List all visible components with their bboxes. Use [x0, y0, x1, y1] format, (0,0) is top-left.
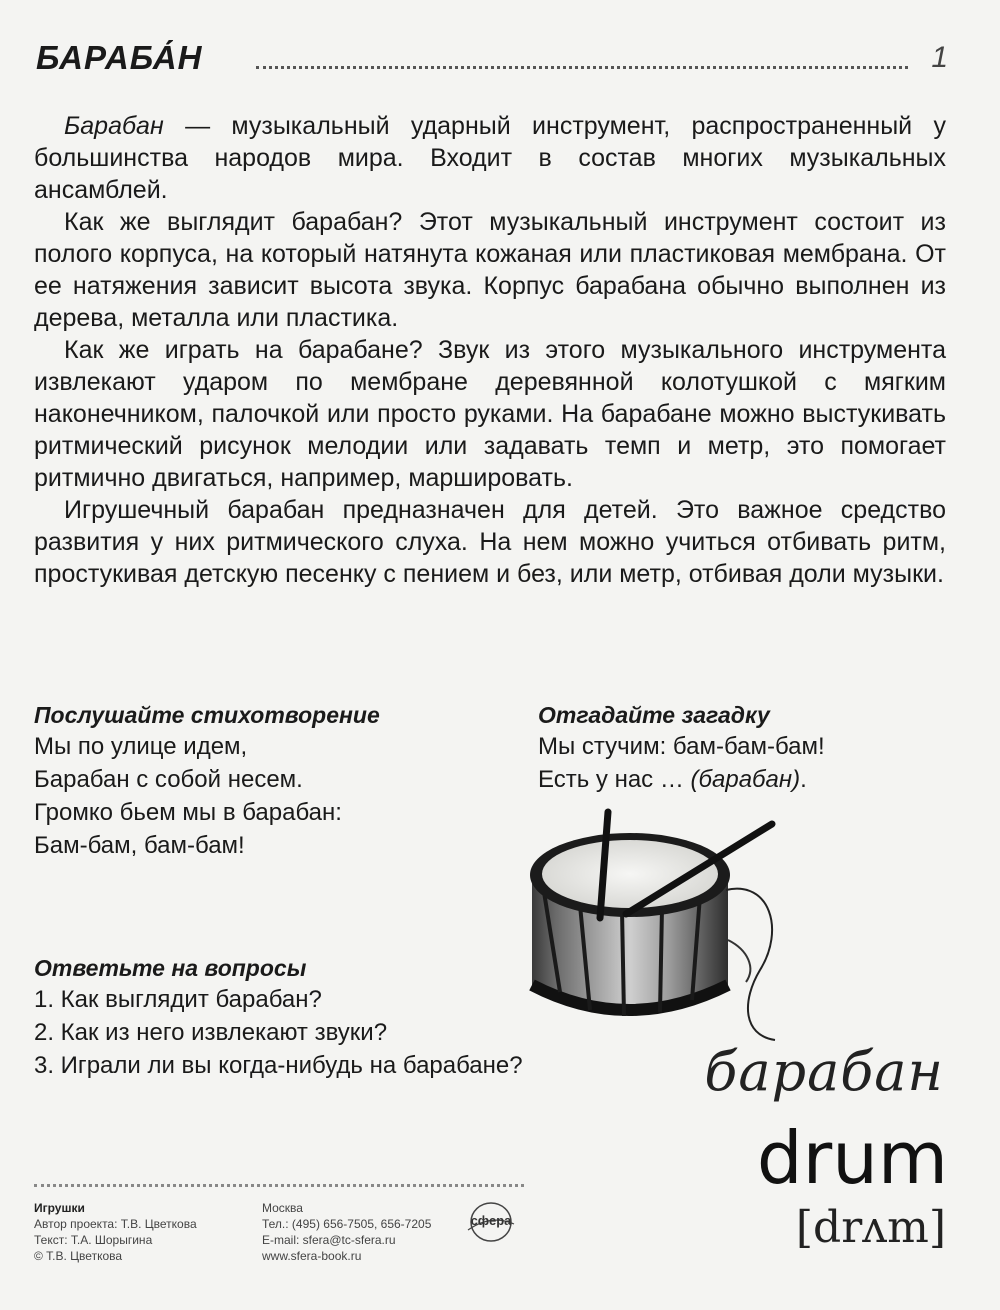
page-title: БАРАБА́Н	[36, 39, 203, 76]
riddle-answer: (барабан)	[690, 766, 801, 793]
riddle-line-1: Мы стучим: бам-бам-бам!	[538, 733, 825, 760]
paragraph-1-rest: — музыкальный ударный инструмент, распространенный у большинства народов мира. Входит в состав многих музыкальных ансамблей.	[34, 112, 946, 204]
footer-series: Игрушки	[34, 1201, 85, 1215]
footer-email: E-mail: sfera@tc-sfera.ru	[262, 1233, 396, 1247]
footer-copyright: © Т.В. Цветкова	[34, 1249, 123, 1263]
footer-divider	[34, 1184, 524, 1187]
poem-line: Барабан с собой несем.	[34, 766, 303, 793]
question-item: 3. Играли ли вы когда-нибудь на барабане?	[34, 1052, 523, 1079]
paragraph-3: Как же играть на барабане? Звук из этого музыкального инструмента извлекают ударом по мембране деревянной колотушкой с мягким наконечником, палочкой или просто руками. На барабане можно выстукивать ритмический рисунок мелодии или задавать темп и метр, это помогает ритмично двигаться, например, маршировать.	[34, 336, 946, 492]
questions-title: Ответьте на вопросы	[34, 955, 307, 981]
question-item: 1. Как выглядит барабан?	[34, 986, 322, 1013]
sfera-logo-icon	[462, 1200, 520, 1244]
poem-section	[34, 700, 504, 862]
title-leader-dots	[256, 66, 908, 69]
questions-section	[34, 953, 614, 1082]
footer-credits	[34, 1200, 197, 1264]
riddle-line-2-end: .	[800, 766, 807, 793]
paragraph-4: Игрушечный барабан предназначен для детей. Это важное средство развития у них ритмического слуха. На нем можно учиться отбивать ритм, простукивая детскую песенку с пением и без, или метр, отбивая доли музыки.	[34, 496, 946, 588]
footer-contacts	[262, 1200, 431, 1264]
paragraph-1	[34, 110, 946, 206]
page-header	[36, 36, 948, 80]
article-text	[34, 110, 946, 590]
riddle-line-2-start: Есть у нас …	[538, 766, 691, 793]
transcription: [drʌm]	[795, 1202, 946, 1253]
riddle-title: Отгадайте загадку	[538, 702, 770, 728]
page-number: 1	[931, 41, 948, 74]
footer-author: Автор проекта: Т.В. Цветкова	[34, 1217, 197, 1231]
poem-title: Послушайте стихотворение	[34, 702, 380, 728]
cursive-word: барабан	[704, 1040, 944, 1103]
paragraph-2: Как же выглядит барабан? Этот музыкальный инструмент состоит из полого корпуса, на который натянута кожаная или пластиковая мембрана. От ее натяжения зависит высота звука. Корпус барабана обычно выполнен из дерева, металла или пластика.	[34, 208, 946, 332]
poem-line: Громко бьем мы в барабан:	[34, 799, 342, 826]
footer-text-author: Текст: Т.А. Шорыгина	[34, 1233, 153, 1247]
footer-phone: Тел.: (495) 656-7505, 656-7205	[262, 1217, 432, 1231]
term-drum: Барабан	[64, 112, 164, 140]
english-word: drum	[756, 1116, 948, 1200]
poem-line: Мы по улице идем,	[34, 733, 248, 760]
poem-line: Бам-бам, бам-бам!	[34, 832, 245, 859]
logo-text: сфера	[470, 1213, 512, 1228]
footer-site: www.sfera-book.ru	[262, 1249, 362, 1263]
riddle-line-2	[538, 763, 958, 796]
question-item: 2. Как из него извлекают звуки?	[34, 1019, 388, 1046]
footer-city: Москва	[262, 1201, 303, 1215]
riddle-section	[538, 700, 958, 796]
